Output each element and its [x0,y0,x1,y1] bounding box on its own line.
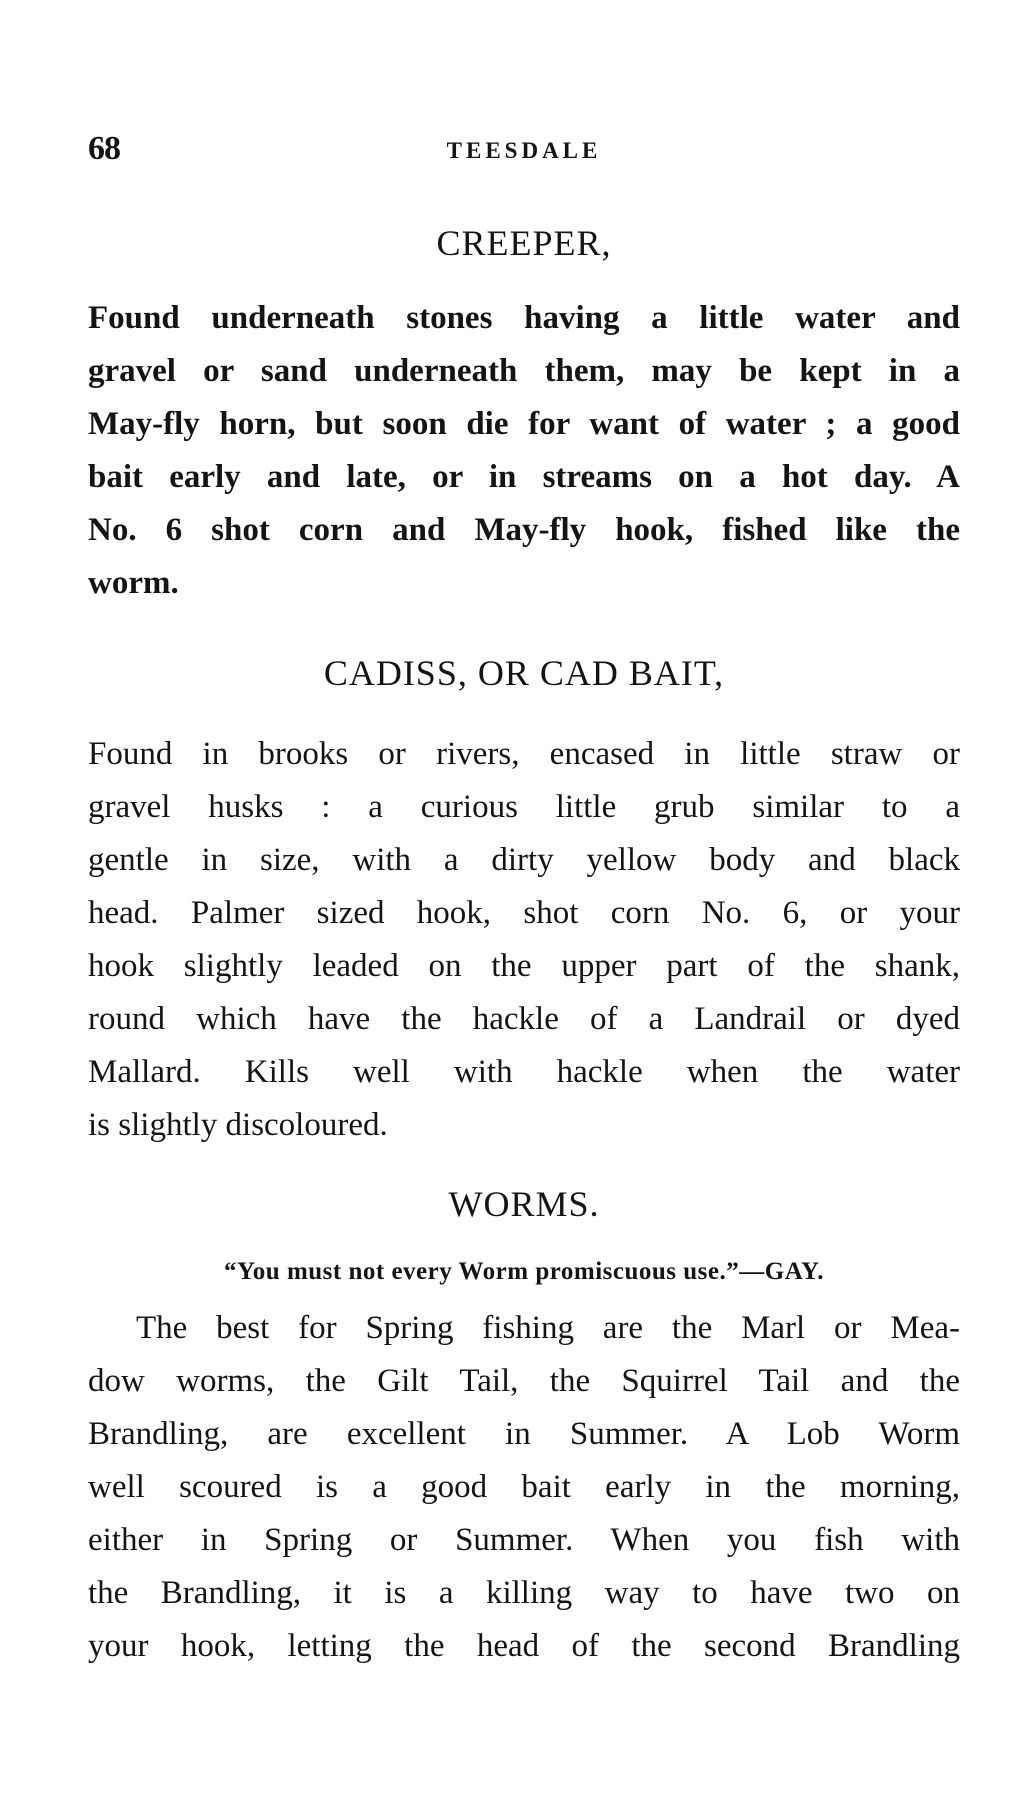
text-line: No. 6 shot corn and May-fly hook, fished like the [88,512,960,548]
text-line: your hook, letting the head of the second Brandling [88,1628,960,1664]
running-head: TEESDALE [446,138,602,163]
text-line: bait early and late, or in streams on a hot day. A [88,459,960,495]
text-line: worm. [88,565,179,601]
section-heading-creeper: CREEPER, [436,223,612,263]
page-number: 68 [88,130,120,167]
text-line: dow worms, the Gilt Tail, the Squirrel Tail and the [88,1363,960,1399]
page-header [88,130,960,170]
text-line: The best for Spring fishing are the Marl or Mea- [136,1310,960,1346]
section-body-cadiss [88,728,960,1152]
text-line: the Brandling, it is a killing way to have two on [88,1575,960,1611]
text-line: is slightly discoloured. [88,1107,388,1143]
text-line: Found in brooks or rivers, encased in little straw or [88,736,960,772]
text-line: gravel or sand underneath them, may be kept in a [88,353,960,389]
text-line: well scoured is a good bait early in the morning, [88,1469,960,1505]
section-heading-worms: WORMS. [448,1184,600,1224]
text-line: hook slightly leaded on the upper part of the shank, [88,948,960,984]
epigraph-quote: “You must not every Worm promiscuous use.”—GAY. [224,1258,824,1285]
text-line: May-fly horn, but soon die for want of water ; a good [88,406,960,442]
section-body-creeper [88,292,960,610]
text-line: Mallard. Kills well with hackle when the water [88,1054,960,1090]
section-body-worms [88,1302,960,1673]
text-line: either in Spring or Summer. When you fish with [88,1522,960,1558]
text-line: gravel husks : a curious little grub similar to a [88,789,960,825]
text-line: Found underneath stones having a little water and [88,300,960,336]
text-line: round which have the hackle of a Landrail or dyed [88,1001,960,1037]
text-line: head. Palmer sized hook, shot corn No. 6, or your [88,895,960,931]
section-heading-cadiss: CADISS, OR CAD BAIT, [323,653,725,693]
text-line: gentle in size, with a dirty yellow body and black [88,842,960,878]
text-line: Brandling, are excellent in Summer. A Lob Worm [88,1416,960,1452]
